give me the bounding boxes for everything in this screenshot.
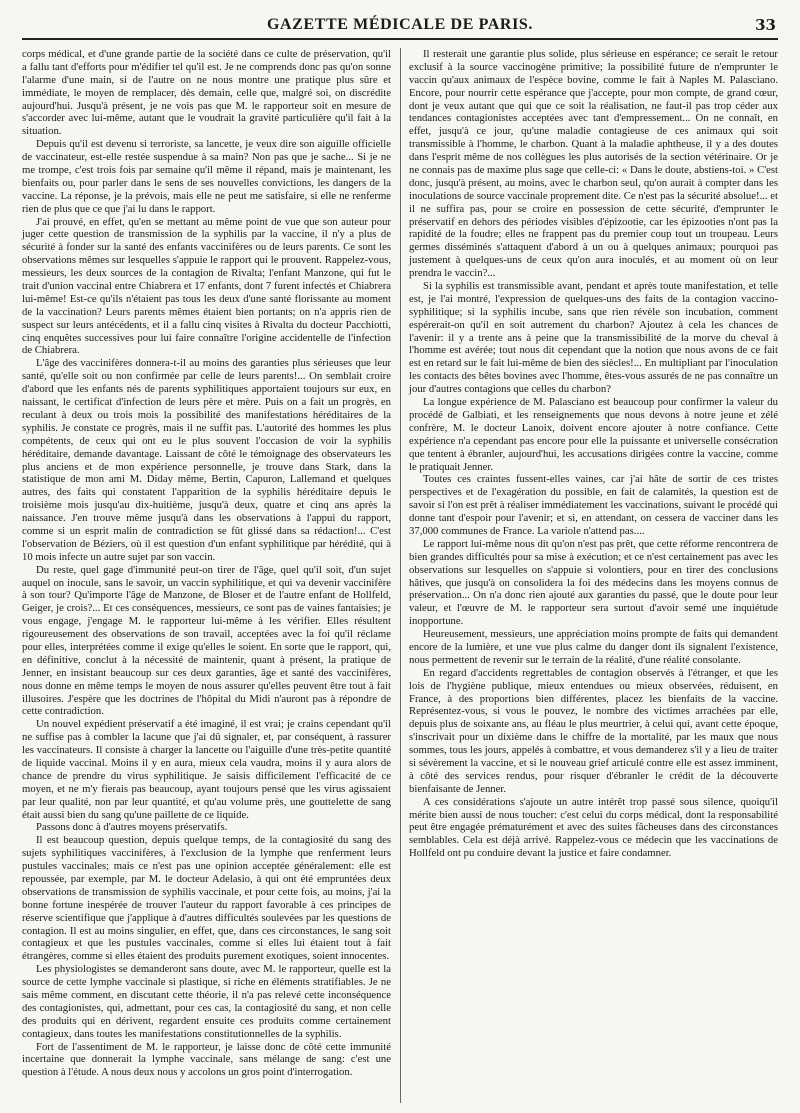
paragraph: Du reste, quel gage d'immunité peut-on tirer de l'âge, quel qu'il soit, d'un sujet auquel on inocule, sans le savoir, un vaccin syphilitique, et qui va devenir vaccinifère à son tour? Qu'importe l'âge de Manzone, de Bloser et de l'autre enfant de Hollfeld, Geiger, je crois?... Et ces conséquences, messieurs, ce sont pas de vaines fantaisies; je vous engage, j'engage M. le rapporteur lui-même à les vérifier. Elles résultent rigoureusement des observations de son travail, acceptées avec la foi qu'il réclame pour elles, interprétées comme il exige qu'elles le soient. En sorte que le rapport, qui, en définitive, conclut à la nécessité de maintenir, quant à présent, la pratique de Jenner, en insistant beaucoup sur ces deux garanties, âge et santé des vaccinifères, nous donne en même temps le moyen de nous assurer qu'elles peuvent être tout à fait illusoires. J'espère que les doctrines de l'hôpital du Midi n'auront pas à répondre de cette contradiction. (22, 563, 391, 718)
paragraph: Le rapport lui-même nous dit qu'on n'est pas prêt, que cette réforme rencontrera de bien grandes difficultés pour sa mise à exécution; et ce n'est certainement pas avec les observations sur lesquelles on s'appuie si volontiers, pour en tirer des conclusions hâtives, que jusqu'à on consolidera la foi des médecins dans les moyens connus de préservation... On n'a donc rien ajouté aux garanties du passé, que le doute pour leur valeur, et l'œuvre de M. le rapporteur sera surtout d'avoir semé une inquiétude inopportune. (409, 537, 778, 628)
paragraph: J'ai prouvé, en effet, qu'en se mettant au même point de vue que son auteur pour juger cette question de transmission de la syphilis par la vaccine, il n'y a plus de sécurité à fonder sur la santé des enfants vaccinifères ou de leurs parents. Ce sont les observations mêmes sur lesquelles s'appuie le rapport qui le prouvent. Rappelez-vous, messieurs, les deux sources de la contagion de Rivalta; l'enfant Manzone, qui fut le trait d'union vaccinal entre Chiabrera et 17 enfants, dont 7 furent infectés et Chiabrera lui-même! Est-ce qu'ils n'étaient pas tous les deux d'une santé florissante au moment de la vaccination? Leurs parents mêmes étaient bien portants; on n'a appris rien de suspect sur leurs antécédents, et il a fallu cinq visites à Rivalta du docteur Pacchiotti, cinq enquêtes successives pour lui faire connaître l'origine accidentelle de l'infection de Chiabrera. (22, 215, 391, 357)
paragraph: La longue expérience de M. Palasciano est beaucoup pour confirmer la valeur du procédé de Galbiati, et les renseignements que nous devons à notre jeune et zélé confrère, M. le docteur Lanoix, doivent encore ajouter à notre confiance. Cette expérience n'a cependant pas encore pour elle la puissante et universelle consécration que tentent à ébranler, aujourd'hui, les accusations dirigées contre la vaccine, comme le pratiquait Jenner. (409, 396, 778, 473)
paragraph: Depuis qu'il est devenu si terroriste, sa lancette, je veux dire son aiguille officielle de vaccinateur, est-elle restée suspendue à sa main? Non pas que je sache... Si je ne me trompe, c'est trois fois par semaine qu'il même il répand, mais je maintenant, les bienfaits ou, pour parler dans le sens de ses nouvelles convictions, les dangers de la vaccine. La réponse, je la prévois, mais elle ne peut me satisfaire, si elle ne renferme rien de plus que ce que j'ai lu dans le rapport. (22, 138, 391, 215)
paragraph: corps médical, et d'une grande partie de la société dans ce culte de préservation, qu'il a fallu tant d'efforts pour m'édifier tel qu'il est. Je ne comprends donc pas qu'on sonne l'alarme d'une main, si de l'autre on ne nous montre une pratique plus sûre et immédiate, le moyen de remplacer, dès demain, celle que, malgré soi, on discrédite aujourd'hui. Jusqu'à présent, je ne vois pas que M. le rapporteur soit en mesure de s'accorder avec lui-même, autant que le voudrait la gravité particulière qu'il fait à la situation. (22, 48, 391, 138)
paragraph: Toutes ces craintes fussent-elles vaines, car j'ai hâte de sortir de ces tristes perspectives et de l'exagération du possible, en fait de calamités, la question est de savoir si l'on est prêt à réaliser immédiatement les vaccinations, suivant le procédé qui donne tant d'espoir pour l'avenir; et si, en attendant, on cessera de vacciner dans les 37,000 communes de France. La variole n'attend pas.... (409, 473, 778, 537)
paragraph: Fort de l'assentiment de M. le rapporteur, je laisse donc de côté cette immunité incertaine que donnerait la lymphe vaccinale, sans mélange de sang: c'est une question à l'étude. A nous deux nous y accolons un gros point d'interrogation. (22, 1040, 391, 1079)
paragraph: Il est beaucoup question, depuis quelque temps, de la contagiosité du sang des sujets syphilitiques vaccinifères, à l'exclusion de la lymphe que renferment leurs pustules vaccinales; mais ce n'est pas une opinion acceptée généralement: elle est repoussée, par exemple, par M. le docteur Adelasio, à qui ont été empruntées deux observations de transmission de syphilis vaccinale, et pour cette fois, au moins, j'ai la bonne fortune inespérée de trouver l'auteur du rapport favorable à ces principes de réserve scientifique que j'applique à d'autres difficultés soulevées par les questions de contagion. Il est au moins singulier, en effet, que, dans ces circonstances, le sang soit contagieux et que les pustules vaccinales, comme si elles lui étaient tout à fait étrangères, comme si elles étaient des produits purement exotiques, soient innocentes. (22, 834, 391, 963)
paragraph: L'âge des vaccinifères donnera-t-il au moins des garanties plus sérieuses que leur santé, qu'elle soit ou non confirmée par celle de leurs parents!... On semblait croire d'abord que les enfants nés de parents syphilitiques apportaient toujours sur eux, en naissant, le certificat d'infection de leurs père et mère. Puis on a fait un progrès, en reculant à deux ou trois mois la possibilité des manifestations héréditaires de la syphilis. Je constate ce progrès, mais il ne suffit pas. L'autorité des hommes les plus compétents, de ceux qui ont eu le plus souvent l'occasion de voir la syphilis héréditaire, demande davantage. Laissant de côté le témoignage des observateurs les plus anciens et de mon expérience personnelle, je trouve dans Stark, dans la statistique de mon ami M. Diday même, Bertin, Capuron, Lallemand et quelques autres, des faits qui constatent l'apparition de la syphilis héréditaire depuis le troisième mois jusqu'au dix-huitième, jusqu'à deux, quatre et cinq ans après la naissance. J'en trouve même jusqu'à dans les observations à l'appui du rapport, comme si un esprit malin de contradiction se fût glissé dans sa rédaction!... C'est l'observation de Béziers, où il est question d'un enfant syphilitique par hérédité, qui à 10 mois infecte un autre sujet par son vaccin. (22, 357, 391, 563)
page-number: 33 (755, 16, 776, 34)
paragraph: Il resterait une garantie plus solide, plus sérieuse en espérance; ce serait le retour exclusif à la source vaccinogène primitive; la possibilité future de n'emprunter le vaccin qu'aux animaux de l'espèce bovine, comme le fait à Naples M. Palasciano. Encore, pour nourrir cette espérance que j'accepte, pour mon compte, de grand cœur, dont je veux autant que qui que ce soit la réalisation, ne faut-il pas trop céder aux tendances contagionistes acceptées avec tant d'empressement... On ne connaît, en effet, jusqu'à ce jour, qu'une maladie contagieuse de ces animaux qui soit transmissible à l'homme, le charbon. Quant à la maladie aphtheuse, il y a des doutes dans l'esprit même de nos collègues les plus autorisés de la section vétérinaire. Or je ne connais pas de maxime plus sage que celle-ci: « Dans le doute, abstiens-toi. » C'est donc, jusqu'à présent, au moins, avec le charbon seul, qu'on aurait à compter dans les inoculations de source vaccinale proprement dite. Ce n'est pas la sécurité absolue!... et il ne suffira pas, pour se croire en possession de cette sécurité, d'emprunter le préservatif en dehors des périodes visibles d'épizootie, car les épizooties n'ont pas la rapidité de la foudre; elles ne frappent pas du premier coup tout un troupeau. Leurs germes disséminés s'attaquent d'abord à un ou à quelques animaux; pourquoi pas justement à quelques-uns de ceux qu'on aura inoculés, et au moment où on leur prendra le vaccin?... (409, 48, 778, 280)
journal-title: GAZETTE MÉDICALE DE PARIS. (266, 16, 533, 33)
paragraph: Si la syphilis est transmissible avant, pendant et après toute manifestation, et telle est, je l'ai montré, l'expression de quelques-uns des faits de la contagion vaccino-syphilitique; si la syphilis incube, sans que rien révèle son incubation, comment espérerait-on qu'il en soit autrement du charbon? Ajoutez à cela les chances de l'avenir: il y a trente ans à peine que la transmissibilité de la morve du cheval à l'homme est avérée; tout nous dit cependant que la notion que nous avons de ce fait est en retard sur le fait lui-même de bien des siècles!... En multipliant par l'inoculation les contacts des bêtes bovines avec l'homme, êtes-vous assurés de ne pas connaître un jour d'autres contagions que celles du charbon? (409, 280, 778, 396)
paragraph: En regard d'accidents regrettables de contagion observés à l'étranger, et que les lois de l'hygiène publique, mieux entendues ou mieux observées, réduisent, en France, à des proportions bien différentes, placez les bienfaits de la vaccine. Représentez-vous, si vous le pouvez, le nombre des victimes arrachées par elle, depuis plus de soixante ans, au fléau le plus meurtrier, à celui qui, avant cette époque, s'inscrivait pour un dixième dans le chiffre de la mortalité, par les maux que nous sommes, tous les jours, appelés à combattre, et vous demanderez s'il y a lieu de traiter si sévèrement la vaccine, et si le nouveau grief articulé contre elle est assez imminent, à côté des services rendus, pour risquer d'ébranler le crédit de la découverte bienfaisante de Jenner. (409, 666, 778, 795)
paragraph: Heureusement, messieurs, une appréciation moins prompte de faits qui demandent encore de la lumière, et une vue plus calme du danger dont ils signalent l'existence, nous permettent de revenir sur le terrain de la réalité, d'une réalité consolante. (409, 628, 778, 666)
paragraph: Un nouvel expédient préservatif a été imaginé, il est vrai; je crains cependant qu'il ne suffise pas à combler la lacune que j'ai dû signaler, et, par conséquent, à rassurer les vaccinateurs. Il consiste à charger la lancette ou l'aiguille d'une très-petite quantité de liquide vaccinal. Moins il y en aura, mieux cela vaudra, moins il y aura alors de chance de prendre du virus syphilitique. Je saisis difficilement l'efficacité de ce moyen, et ne m'y fierais pas beaucoup, ayant toujours pensé que les virus agissaient par leur qualité, non par leur quantité, et qu'au volume près, une gouttelette de sang était aussi bien du sang qu'une paillette de ce liquide. (22, 718, 391, 821)
paragraph: Les physiologistes se demanderont sans doute, avec M. le rapporteur, quelle est la source de cette lymphe vaccinale si plastique, si riche en éléments stratifiables. Je ne sais même comment, en discutant cette théorie, il n'a pas relevé cette inconséquence des contagionistes, qui, admettant, pour ces cas, la contagiosité du sang, et non celle des produits qui en dérivent, regardent ensuite ces produits comme certainement contagieux, dans toutes les manifestations constitutionnelles de la syphilis. (22, 963, 391, 1040)
running-header (22, 16, 778, 40)
paragraph: Passons donc à d'autres moyens préservatifs. (36, 821, 228, 834)
paragraph: A ces considérations s'ajoute un autre intérêt trop passé sous silence, quoiqu'il mérite bien aussi de nous toucher: c'est celui du corps médical, dont la responsabilité peut être engagée prématurément et avec des suites fâcheuses dans des circonstances semblables. Cela est déjà arrivé. Rappelez-vous ce médecin que les vaccinations de Hollfeld ont pu conduire devant la justice et faire condamner. (409, 795, 778, 860)
article-body (22, 48, 778, 1103)
